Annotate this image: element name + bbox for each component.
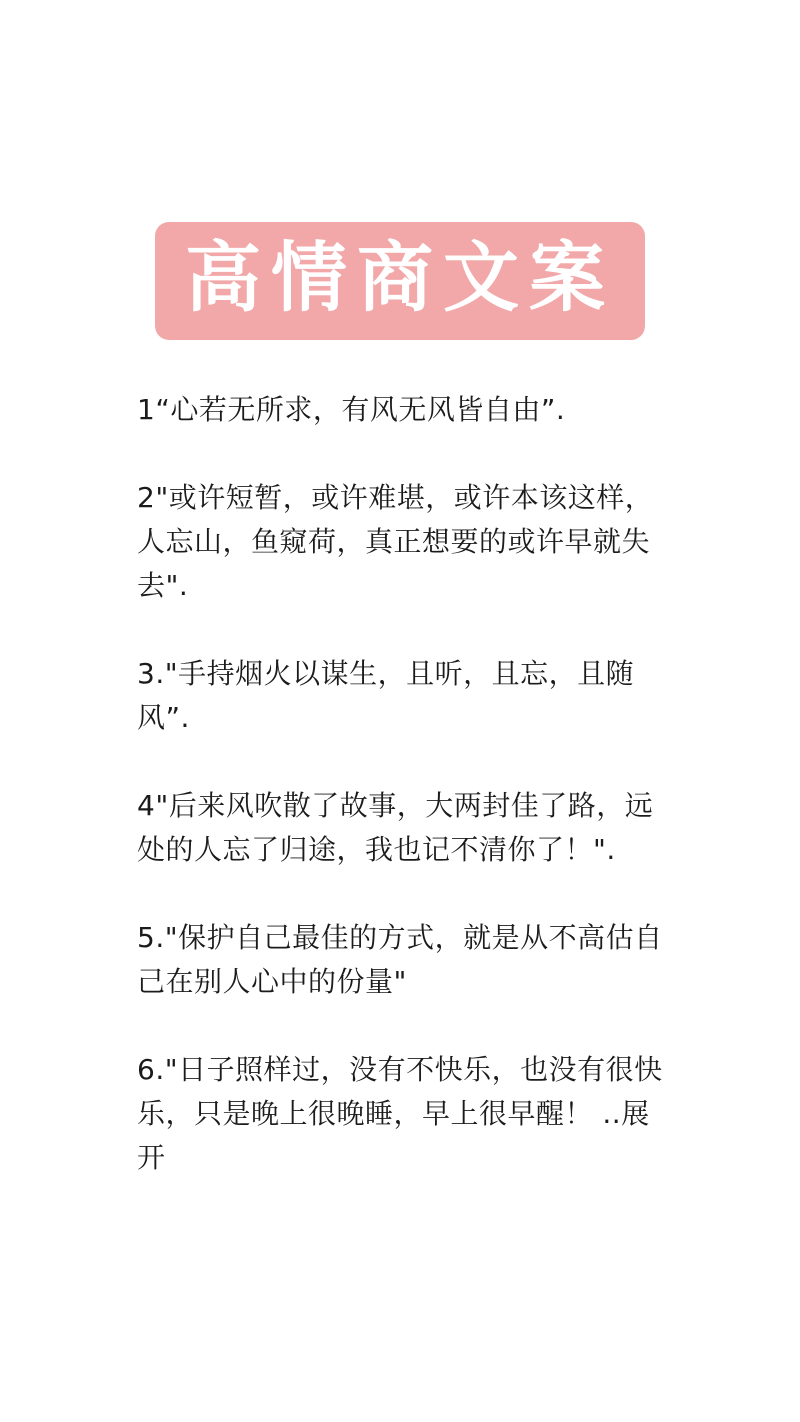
list-item-expandable[interactable]: 6."日子照样过，没有不快乐，也没有很快乐，只是晚上很晚睡，早上很早醒！ ..展开 [137,1053,663,1174]
title-container [155,222,645,340]
copy-list [137,388,677,1180]
list-item: 5."保护自己最佳的方式，就是从不高估自己在别人心中的份量" [137,921,663,998]
list-item: 1“心若无所求，有风无风皆自由”. [137,393,566,426]
page-title: 高情商文案 [155,222,645,340]
list-item: 4"后来风吹散了故事，大两封佳了路，远处的人忘了归途，我也记不清你了！". [137,789,654,866]
list-item: 2"或许短暂，或许难堪，或许本该这样，人忘山，鱼窥荷，真正想要的或许早就失去". [137,481,654,602]
list-item: 3."手持烟火以谋生，且听，且忘，且随风”. [137,657,635,734]
